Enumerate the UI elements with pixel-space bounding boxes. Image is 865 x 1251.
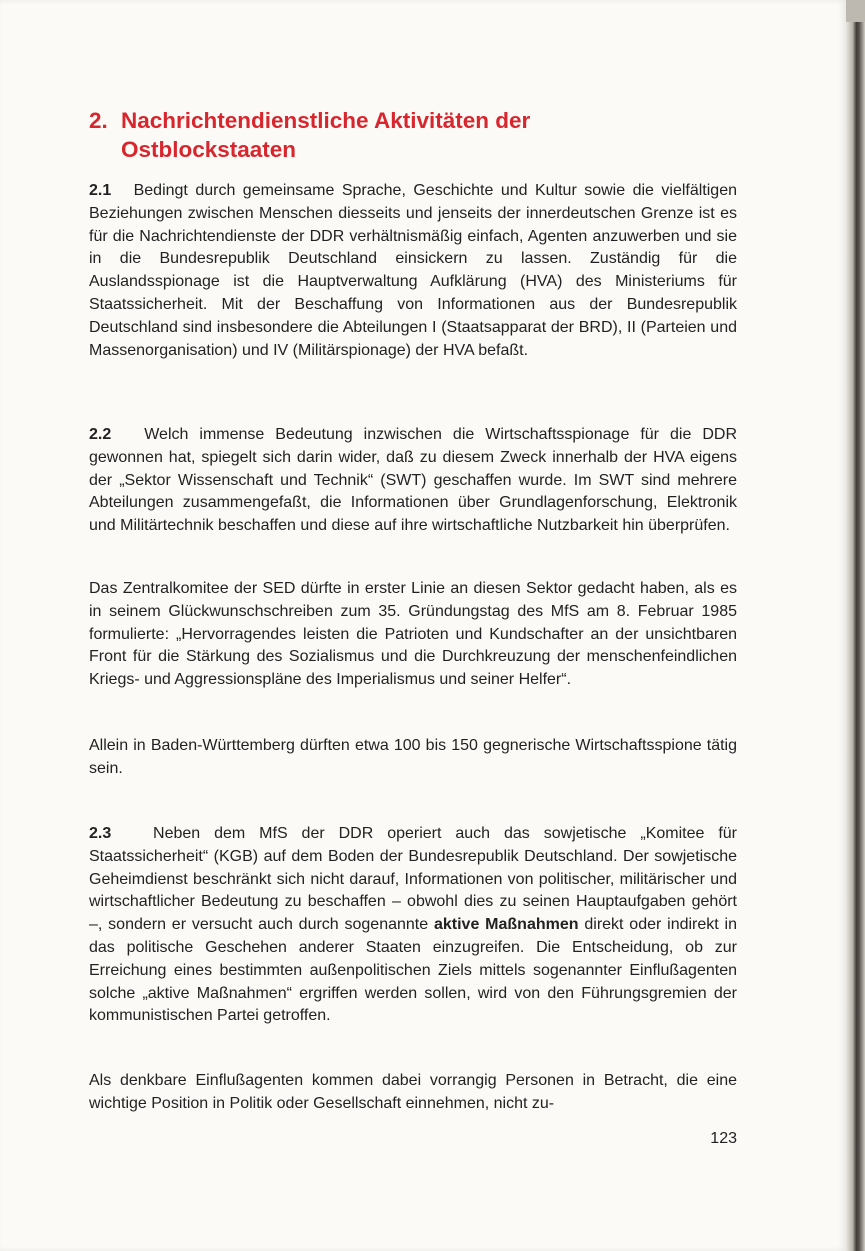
paragraph-text: Als denkbare Einflußagenten kommen dabei vorrangig Personen in Betracht, die eine wichtige Position in Politik oder Gesellschaft einnehmen, nicht zu- (89, 1072, 737, 1112)
section-number: 2.2 (89, 426, 112, 443)
chapter-title-line1: Nachrichtendienstliche Aktivitäten der (121, 108, 531, 133)
chapter-title-line2: Ostblockstaaten (121, 137, 297, 162)
chapter-title (89, 106, 709, 164)
chapter-number: 2. (89, 108, 108, 133)
book-edge-top (846, 0, 865, 22)
section-number: 2.3 (89, 825, 112, 842)
paragraph-text-after: direkt oder indirekt in das politische Geschehen anderer Staaten einzugreifen. Die Entscheidung, ob zur Erreichung eines bestimmten außenpolitischen Ziels mittels sogenannter Einflußagenten solche „aktive Maßnahmen“ ergriffen werden sollen, wird von den Führungsgremien der kommunistischen Partei getroffen. (89, 916, 738, 1025)
book-spine-edge (846, 0, 865, 1251)
section-number: 2.1 (89, 182, 112, 199)
paragraph-baden-wuerttemberg (89, 735, 737, 781)
paragraph-2-1 (89, 180, 737, 362)
paragraph-text: Allein in Baden-Württemberg dürften etwa 100 bis 150 gegnerische Wirtschaftsspione tätig sein. (89, 737, 737, 777)
paragraph-text: Bedingt durch gemeinsame Sprache, Geschichte und Kultur sowie die vielfältigen Beziehungen zwischen Menschen diesseits und jenseits der innerdeutschen Grenze ist es für die Nachrichtendienste der DDR verhältnismäßig einfach, Agenten anzuwerben und sie in die Bundesrepublik Deutschland einsickern zu lassen. Zuständig für die Auslandsspionage ist die Hauptverwaltung Aufklärung (HVA) des Ministeriums für Staatssicherheit. Mit der Beschaffung von Informationen aus der Bundesrepublik Deutschland sind insbesondere die Abteilungen I (Staatsapparat der BRD), II (Parteien und Massenorganisation) und IV (Militärspionage) der HVA befaßt. (89, 182, 737, 359)
emphasis-active-measures: aktive Maßnahmen (433, 916, 579, 934)
paragraph-text: Welch immense Bedeutung inzwischen die Wirtschaftsspionage für die DDR gewonnen hat, spiegelt sich darin wider, daß zu diesem Zweck innerhalb der HVA eigens der „Sektor Wissenschaft und Technik“ (SWT) geschaffen wurde. Im SWT sind mehrere Abteilungen zusammengefaßt, die Informationen über Grundlagenforschung, Elektronik und Militärtechnik beschaffen und diese auf ihre wirtschaftliche Nutzbarkeit hin überprüfen. (89, 426, 737, 535)
paragraph-text-before: Neben dem MfS der DDR operiert auch das sowjetische „Komitee für Staatssicherheit“ (KGB) auf dem Boden der Bundesrepublik Deutschland. Der sowjetische Geheimdienst beschränkt sich nicht darauf, Informationen von politischer, militärischer und wirtschaftlicher Bedeutung zu beschaffen – obwohl dies zu seinen Hauptaufgaben gehört –, sondern er versucht auch durch sogenannte (89, 825, 737, 934)
paragraph-text: Das Zentralkomitee der SED dürfte in erster Linie an diesen Sektor gedacht haben, als es in seinem Glückwunschschreiben zum 35. Gründungstag des MfS am 8. Februar 1985 formulierte: „Hervorragendes leisten die Patrioten und Kundschafter an der unsichtbaren Front für die Stärkung des Sozialismus und die Durchkreuzung der menschenfeindlichen Kriegs- und Aggressionspläne des Imperialismus und seiner Helfer“. (89, 580, 737, 689)
paragraph-2-2 (89, 424, 737, 538)
paragraph-influence-agents (89, 1070, 737, 1116)
page-number: 123 (710, 1130, 737, 1147)
paragraph-sed-quote (89, 578, 737, 692)
paragraph-2-3 (89, 823, 737, 1028)
